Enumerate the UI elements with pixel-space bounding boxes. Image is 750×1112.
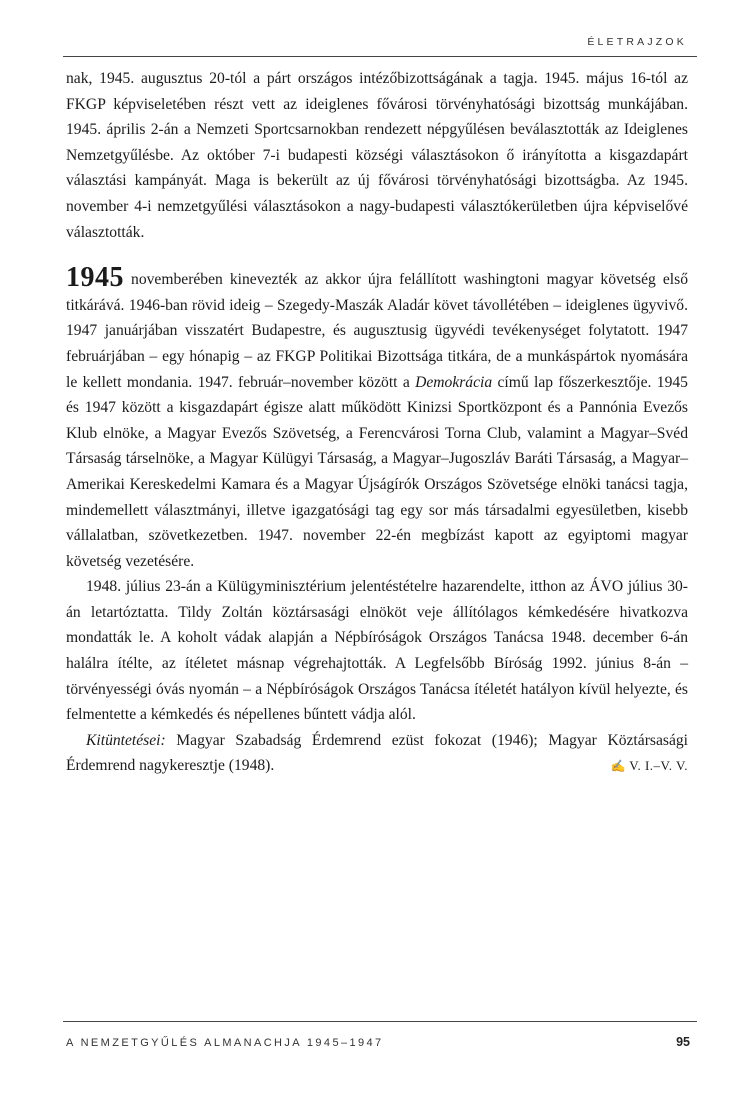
paragraph-2-text-a: novemberében kinevezték az akkor újra felállított washingtoni magyar követség első titkárává. 1946-ban rövid ideig – Szegedy-Maszák Aladár követ távollétében – ideiglenes ügyvivő. 1947 januárjában visszatért Budapestre, és augusztusig ügyvédi tevékenységet folytatott. 1947 februárjában – egy hónapig – az FKGP Politikai Bizottsága titkára, de a munkáspártok nyomására le kellett mondania. 1947. február–november között a xyxy=(66,271,688,391)
awards-text: Magyar Szabadság Érdemrend ezüst fokozat (1946); Magyar Köztársasági Érdemrend nagykeresztje (1948). xyxy=(66,731,688,775)
page-number: 95 xyxy=(676,1035,690,1049)
footer-title: A NEMZETGYŰLÉS ALMANACHJA 1945–1947 xyxy=(66,1037,384,1049)
highlight-year: 1945 xyxy=(66,262,124,294)
header-rule xyxy=(63,56,697,57)
paragraph-awards xyxy=(66,728,688,779)
pen-writing-icon: ✍ xyxy=(610,759,627,774)
signature-initials: V. I.–V. V. xyxy=(629,758,688,774)
paragraph-3: 1948. július 23-án a Külügyminisztérium jelentéstételre hazarendelte, itthon az ÁVO július 30-án letartóztatta. Tildy Zoltán köztársasági elnököt veje állítólagos kémkedésére hivatkozva mondatták le. A koholt vádak alapján a Népbíróságok Országos Tanácsa 1948. december 6-án halálra ítélte, az ítéletet másnap végrehajtották. A Legfelsőbb Bíróság 1992. június 8-án – törvényességi óvás nyomán – a Népbíróságok Országos Tanácsa ítéletét hatályon kívül helyezte, és felmentette a kémkedés és népellenes bűntett vádja alól. xyxy=(66,578,688,724)
author-signature xyxy=(571,753,688,780)
journal-title: Demokrácia xyxy=(415,373,493,391)
paragraph-2 xyxy=(66,262,688,574)
paragraph-2-text-b: című lap főszerkesztője. 1945 és 1947 között a kisgazdapárt égisze alatt működött Kinizsi Sportközpont és a Pannónia Evezős Klub elnöke, a Magyar Evezős Szövetség, a Ferencvárosi Torna Club, valamint a Magyar–Svéd Társaság társelnöke, a Magyar Külügyi Társaság, a Magyar–Jugoszláv Baráti Társaság, a Magyar–Amerikai Kereskedelmi Kamara és a Magyar Újságírók Országos Szövetsége elnöki tanácsi tagja, mindemellett választmányi, illetve igazgatósági tag egy sor más társadalmi egyesületben, kisebb vállalatban, szövetkezetben. 1947. november 22-én megbízást kapott az egyiptomi magyar követség vezetésére. xyxy=(66,373,688,570)
running-head: ÉLETRAJZOK xyxy=(587,36,687,48)
biography-body xyxy=(66,66,688,780)
awards-label: Kitüntetései: xyxy=(86,731,166,749)
footer-rule xyxy=(63,1021,697,1022)
paragraph-1: nak, 1945. augusztus 20-tól a párt országos intézőbizottságának a tagja. 1945. május 16-tól az FKGP képviseletében részt vett az ideiglenes fővárosi törvényhatósági bizottság munkájában. 1945. április 2-án a Nemzeti Sportcsarnokban rendezett népgyűlésen beválasztották az Ideiglenes Nemzetgyűlésbe. Az október 7-i budapesti községi választásokon ő irányította a kisgazdapárt választási kampányát. Maga is bekerült az új fővárosi törvényhatósági bizottságba. Az 1945. november 4-i nemzetgyűlési választásokon a nagy-budapesti választókerületben újra képviselővé választották. xyxy=(66,70,688,241)
